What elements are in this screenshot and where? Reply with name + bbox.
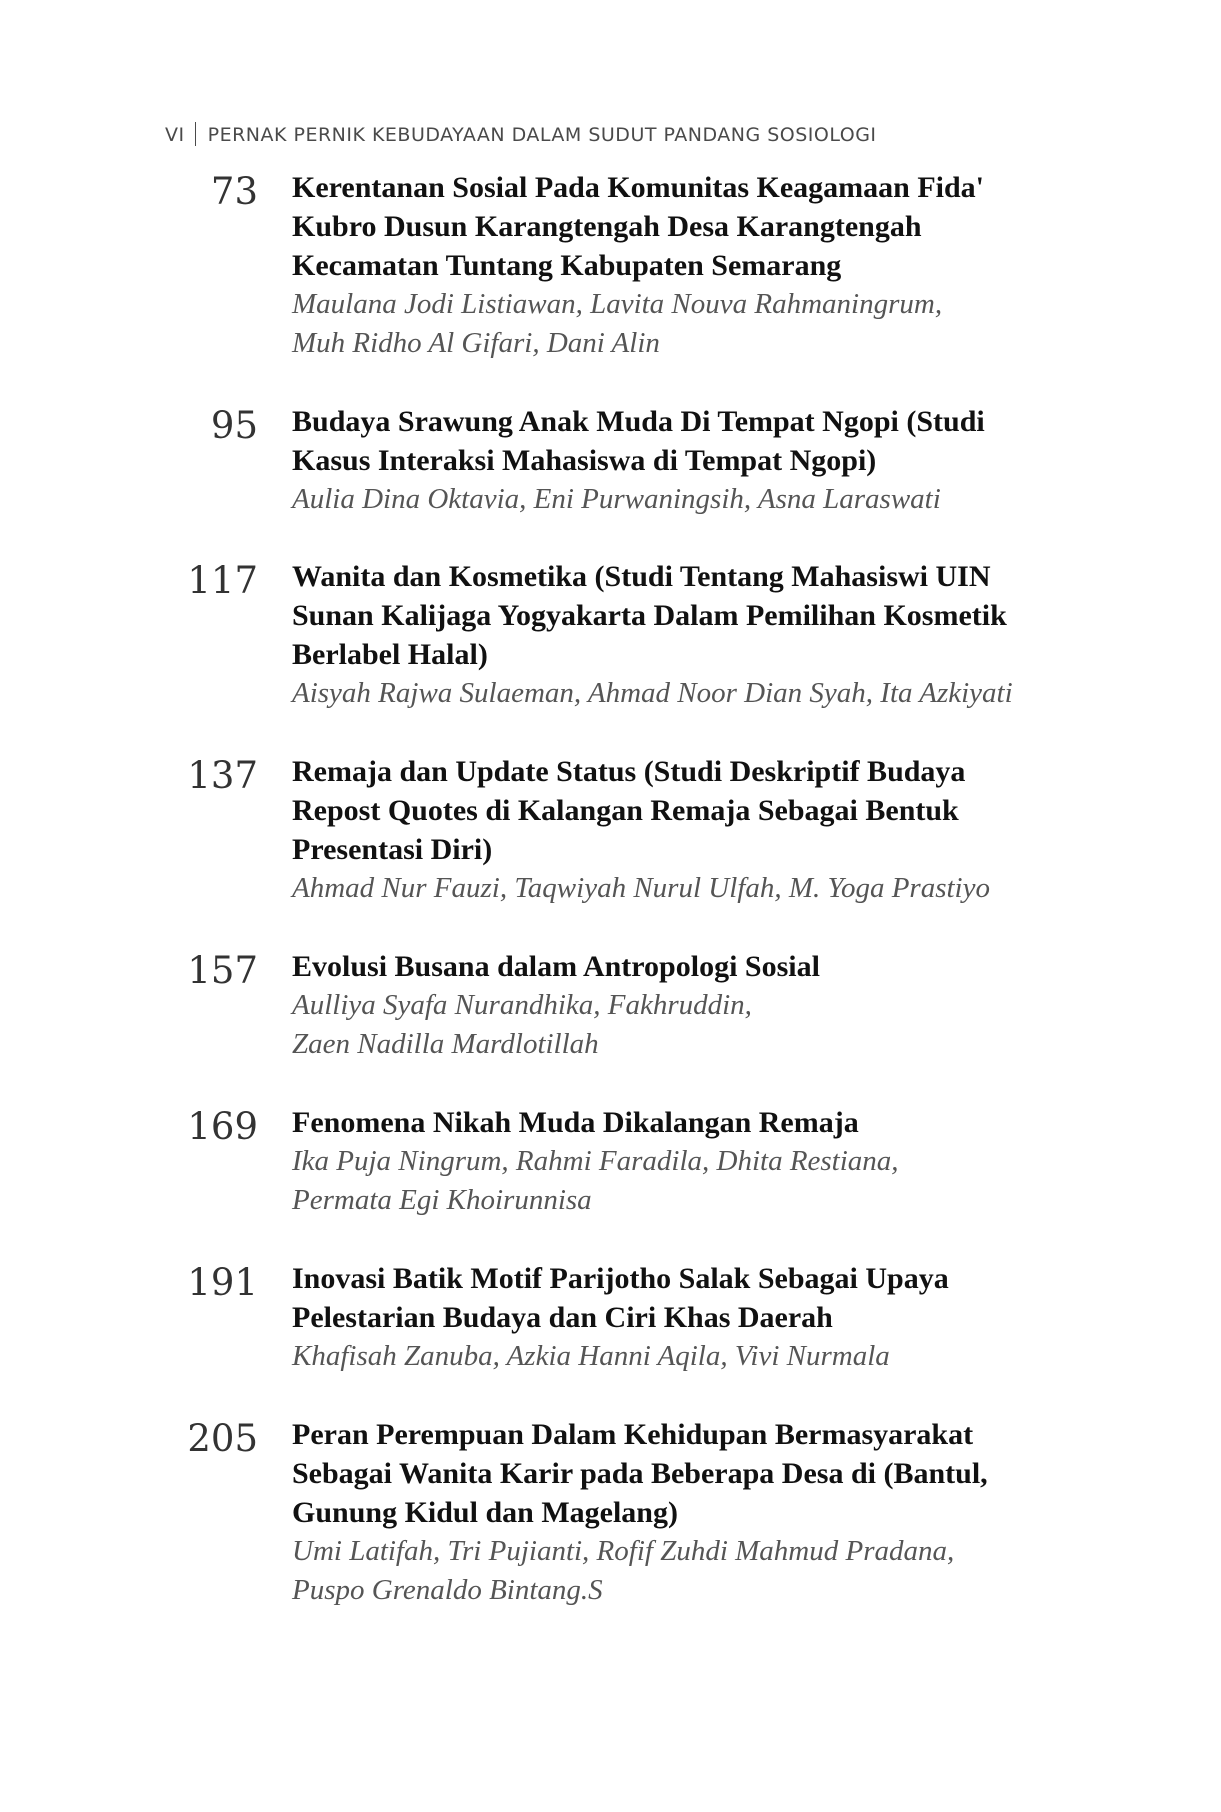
title-line: Kasus Interaksi Mahasiswa di Tempat Ngopi)	[292, 444, 877, 477]
toc-entry-title	[292, 168, 1182, 285]
toc-page-number: 157	[187, 949, 258, 992]
toc-entry-authors	[292, 1337, 1182, 1376]
author-line: Aisyah Rajwa Sulaeman, Ahmad Noor Dian Syah, Ita Azkiyati	[292, 677, 1013, 709]
author-line: Aulliya Syafa Nurandhika, Fakhruddin,	[292, 989, 752, 1021]
toc-entry-title	[292, 947, 1182, 986]
toc-entry-title	[292, 402, 1182, 480]
title-line: Sebagai Wanita Karir pada Beberapa Desa di (Bantul,	[292, 1457, 988, 1490]
running-head	[165, 122, 877, 146]
title-line: Pelestarian Budaya dan Ciri Khas Daerah	[292, 1301, 833, 1334]
author-line: Ika Puja Ningrum, Rahmi Faradila, Dhita Restiana,	[292, 1145, 899, 1177]
toc-page-number: 95	[210, 404, 258, 447]
toc-entry-authors	[292, 986, 1182, 1064]
toc-entry-authors	[292, 869, 1182, 908]
title-line: Gunung Kidul dan Magelang)	[292, 1496, 678, 1529]
toc-page-number: 169	[187, 1105, 258, 1148]
header-divider	[195, 122, 196, 146]
author-line: Puspo Grenaldo Bintang.S	[292, 1574, 603, 1606]
title-line: Fenomena Nikah Muda Dikalangan Remaja	[292, 1106, 859, 1139]
toc-entry-title	[292, 1103, 1182, 1142]
toc-page-number: 191	[187, 1261, 258, 1304]
title-line: Repost Quotes di Kalangan Remaja Sebagai Bentuk	[292, 794, 959, 827]
title-line: Kecamatan Tuntang Kabupaten Semarang	[292, 249, 842, 282]
title-line: Presentasi Diri)	[292, 833, 493, 866]
toc-page-number: 73	[210, 170, 258, 213]
toc-page-number: 137	[187, 754, 258, 797]
author-line: Permata Egi Khoirunnisa	[292, 1184, 592, 1216]
title-line: Berlabel Halal)	[292, 638, 488, 671]
title-line: Budaya Srawung Anak Muda Di Tempat Ngopi (Studi	[292, 405, 985, 438]
toc-entry-title	[292, 1415, 1182, 1532]
toc-entry-title	[292, 752, 1182, 869]
author-line: Aulia Dina Oktavia, Eni Purwaningsih, Asna Laraswati	[292, 483, 941, 515]
author-line: Zaen Nadilla Mardlotillah	[292, 1028, 599, 1060]
toc-entry-title	[292, 1259, 1182, 1337]
title-line: Peran Perempuan Dalam Kehidupan Bermasyarakat	[292, 1418, 974, 1451]
toc-entry-authors	[292, 285, 1182, 363]
title-line: Kubro Dusun Karangtengah Desa Karangtengah	[292, 210, 922, 243]
page-folio: VI	[165, 124, 185, 146]
title-line: Remaja dan Update Status (Studi Deskriptif Budaya	[292, 755, 966, 788]
toc-entry-authors	[292, 674, 1182, 713]
toc-entry-authors	[292, 1142, 1182, 1220]
author-line: Maulana Jodi Listiawan, Lavita Nouva Rahmaningrum,	[292, 288, 943, 320]
author-line: Muh Ridho Al Gifari, Dani Alin	[292, 327, 660, 359]
author-line: Umi Latifah, Tri Pujianti, Rofif Zuhdi Mahmud Pradana,	[292, 1535, 955, 1567]
toc-entry-title	[292, 557, 1182, 674]
title-line: Wanita dan Kosmetika (Studi Tentang Mahasiswi UIN	[292, 560, 991, 593]
toc-entry-authors	[292, 1532, 1182, 1610]
toc-entry-authors	[292, 480, 1182, 519]
author-line: Ahmad Nur Fauzi, Taqwiyah Nurul Ulfah, M. Yoga Prastiyo	[292, 872, 990, 904]
book-title: PERNAK PERNIK KEBUDAYAAN DALAM SUDUT PANDANG SOSIOLOGI	[207, 124, 877, 146]
title-line: Kerentanan Sosial Pada Komunitas Keagamaan Fida'	[292, 171, 985, 204]
toc-page-number: 205	[187, 1417, 258, 1460]
toc-page-number: 117	[187, 559, 258, 602]
title-line: Evolusi Busana dalam Antropologi Sosial	[292, 950, 820, 983]
author-line: Khafisah Zanuba, Azkia Hanni Aqila, Vivi Nurmala	[292, 1340, 890, 1372]
title-line: Inovasi Batik Motif Parijotho Salak Sebagai Upaya	[292, 1262, 949, 1295]
title-line: Sunan Kalijaga Yogyakarta Dalam Pemilihan Kosmetik	[292, 599, 1007, 632]
